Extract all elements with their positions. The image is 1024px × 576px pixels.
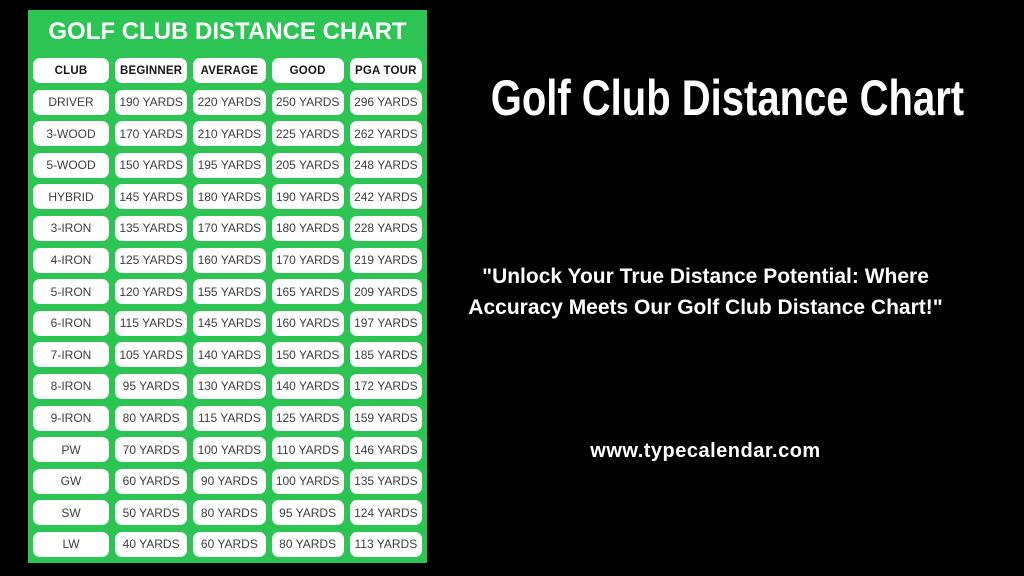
club-cell: 8-IRON [33,374,109,399]
page-title: Golf Club Distance Chart [490,70,965,126]
distance-cell: 242 YARDS [350,184,422,209]
distance-cell: 70 YARDS [115,437,187,462]
column-header: GOOD [272,58,344,83]
club-cell: 4-IRON [33,248,109,273]
distance-cell: 150 YARDS [272,342,344,367]
distance-cell: 180 YARDS [193,184,265,209]
website-url: www.typecalendar.com [590,440,821,462]
distance-cell: 210 YARDS [193,121,265,146]
distance-cell: 155 YARDS [193,279,265,304]
distance-cell: 80 YARDS [115,406,187,431]
distance-cell: 95 YARDS [272,500,344,525]
club-cell: 9-IRON [33,406,109,431]
distance-cell: 190 YARDS [115,90,187,115]
distance-cell: 120 YARDS [115,279,187,304]
column-header: AVERAGE [193,58,265,83]
distance-cell: 95 YARDS [115,374,187,399]
club-cell: 7-IRON [33,342,109,367]
distance-cell: 60 YARDS [115,469,187,494]
distance-cell: 115 YARDS [193,406,265,431]
distance-cell: 205 YARDS [272,153,344,178]
distance-cell: 170 YARDS [193,216,265,241]
distance-cell: 225 YARDS [272,121,344,146]
distance-cell: 197 YARDS [350,311,422,336]
distance-cell: 80 YARDS [193,500,265,525]
distance-cell: 220 YARDS [193,90,265,115]
distance-cell: 145 YARDS [193,311,265,336]
distance-cell: 160 YARDS [272,311,344,336]
chart-title: GOLF CLUB DISTANCE CHART [48,18,407,45]
club-cell: SW [33,500,109,525]
distance-cell: 115 YARDS [115,311,187,336]
distance-cell: 125 YARDS [115,248,187,273]
distance-cell: 110 YARDS [272,437,344,462]
club-cell: PW [33,437,109,462]
distance-cell: 228 YARDS [350,216,422,241]
club-cell: HYBRID [33,184,109,209]
club-cell: 5-WOOD [33,153,109,178]
column-header: BEGINNER [115,58,187,83]
distance-cell: 90 YARDS [193,469,265,494]
distance-cell: 170 YARDS [272,248,344,273]
distance-cell: 105 YARDS [115,342,187,367]
column-header: PGA TOUR [350,58,422,83]
distance-cell: 170 YARDS [115,121,187,146]
distance-cell: 100 YARDS [272,469,344,494]
distance-cell: 165 YARDS [272,279,344,304]
distance-cell: 150 YARDS [115,153,187,178]
distance-cell: 180 YARDS [272,216,344,241]
distance-cell: 250 YARDS [272,90,344,115]
club-cell: 5-IRON [33,279,109,304]
distance-table [33,58,422,557]
distance-cell: 219 YARDS [350,248,422,273]
distance-cell: 248 YARDS [350,153,422,178]
distance-cell: 296 YARDS [350,90,422,115]
distance-cell: 125 YARDS [272,406,344,431]
distance-cell: 40 YARDS [115,532,187,557]
distance-cell: 135 YARDS [115,216,187,241]
club-cell: 6-IRON [33,311,109,336]
distance-cell: 135 YARDS [350,469,422,494]
distance-cell: 195 YARDS [193,153,265,178]
tagline-quote: "Unlock Your True Distance Potential: Where Accuracy Meets Our Golf Club Distance Chart!" [468,265,943,319]
club-cell: LW [33,532,109,557]
distance-cell: 262 YARDS [350,121,422,146]
distance-cell: 190 YARDS [272,184,344,209]
distance-cell: 140 YARDS [193,342,265,367]
distance-cell: 100 YARDS [193,437,265,462]
distance-cell: 130 YARDS [193,374,265,399]
column-header: CLUB [33,58,109,83]
distance-cell: 146 YARDS [350,437,422,462]
distance-cell: 209 YARDS [350,279,422,304]
distance-chart-card [28,10,427,563]
club-cell: DRIVER [33,90,109,115]
distance-cell: 145 YARDS [115,184,187,209]
club-cell: 3-IRON [33,216,109,241]
distance-cell: 60 YARDS [193,532,265,557]
distance-cell: 50 YARDS [115,500,187,525]
distance-cell: 140 YARDS [272,374,344,399]
distance-cell: 113 YARDS [350,532,422,557]
club-cell: 3-WOOD [33,121,109,146]
distance-cell: 185 YARDS [350,342,422,367]
distance-cell: 80 YARDS [272,532,344,557]
distance-cell: 172 YARDS [350,374,422,399]
right-panel [427,0,1024,576]
club-cell: GW [33,469,109,494]
distance-cell: 124 YARDS [350,500,422,525]
distance-cell: 160 YARDS [193,248,265,273]
distance-cell: 159 YARDS [350,406,422,431]
